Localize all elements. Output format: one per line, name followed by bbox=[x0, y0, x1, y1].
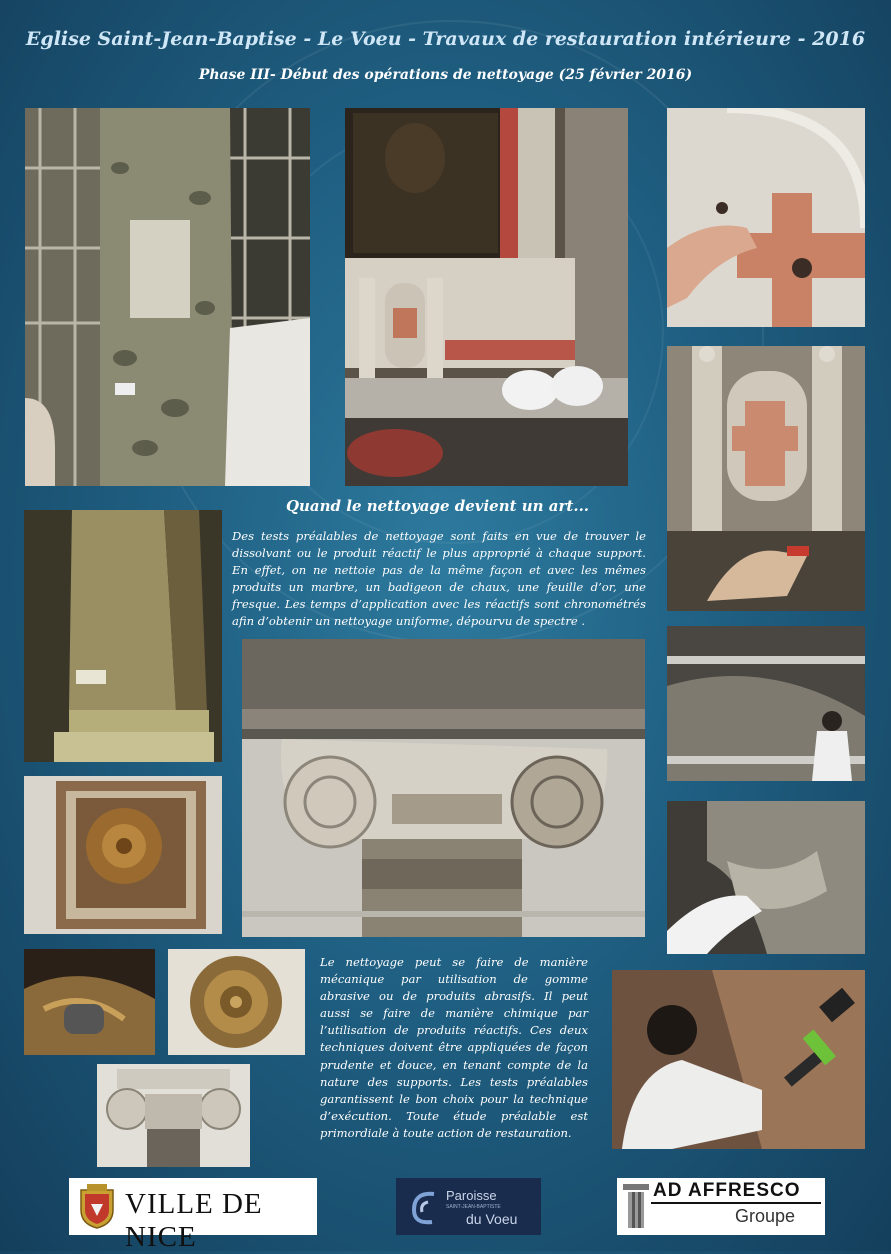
logo-paroisse bbox=[396, 1178, 541, 1235]
photo-cross-inlay-closeup bbox=[667, 108, 865, 327]
paragraph-tests: Des tests préalables de nettoyage sont faits en vue de trouver le dissolvant ou le produit réactif le plus approprié à chaque support. En effet, on ne nettoie pas de la même façon et avec les mêmes produits un marbre, un badigeon de chaux, une feuille d’or, une fresque. Les temps d’application avec les réactifs sont chronométrés afin d’obtenir un nettoyage uniforme, dépourvu de spectre . bbox=[232, 529, 646, 629]
affresco-column-icon bbox=[621, 1182, 651, 1232]
photo-ionic-capital-cleaned bbox=[242, 639, 645, 937]
photo-gilded-detail-vacuum bbox=[24, 949, 155, 1055]
photo-pilaster-base bbox=[24, 510, 222, 762]
photo-gilded-rosette-frame bbox=[24, 776, 222, 934]
paroisse-line3: du Voeu bbox=[466, 1211, 518, 1227]
paragraph-techniques: Le nettoyage peut se faire de manière mécanique par utilisation de gomme abrasive ou de produits abrasifs. Il peut aussi se faire de manière chimique par l’utilisation de produits réactifs. Ces deux techniques doivent être appliquées de façon prudente et douce, en tenant compte de la nature des supports. Les tests préalables garantissent le bon choix pour la technique d’exécution. Toute étude préalable est primordiale à toute action de restauration. bbox=[320, 955, 588, 1140]
paroisse-line2: SAINT-JEAN-BAPTISTE bbox=[446, 1204, 501, 1210]
paroisse-swirl-icon bbox=[406, 1188, 442, 1228]
photo-column-scaffolding bbox=[25, 108, 310, 486]
photo-altar-helmets bbox=[345, 108, 628, 486]
affresco-line2: Groupe bbox=[735, 1206, 796, 1226]
photo-tabernacle-samples bbox=[667, 346, 865, 611]
affresco-divider bbox=[651, 1202, 821, 1204]
page-subtitle: Phase III- Début des opérations de nettoyage (25 février 2016) bbox=[198, 67, 693, 83]
logo-ad-affresco bbox=[617, 1178, 825, 1235]
photo-arch-cleaning-worker bbox=[667, 626, 865, 781]
page-title: Eglise Saint-Jean-Baptise - Le Voeu - Travaux de restauration intérieure - 2016 bbox=[25, 28, 866, 50]
nice-crest-icon bbox=[77, 1184, 117, 1230]
nice-logo-text: VILLE DE NICE bbox=[125, 1188, 263, 1253]
photo-gilded-rosette-closeup bbox=[168, 949, 305, 1055]
logo-ville-de-nice bbox=[69, 1178, 317, 1253]
paroisse-line1: Paroisse bbox=[446, 1188, 497, 1203]
photo-worker-vacuum-cleaning bbox=[612, 970, 865, 1149]
section-title: Quand le nettoyage devient un art... bbox=[285, 497, 590, 515]
photo-cleaning-sculpture-hand bbox=[667, 801, 865, 954]
photo-ionic-capital-small bbox=[97, 1064, 250, 1167]
affresco-line1: AD AFFRESCO bbox=[653, 1180, 801, 1201]
